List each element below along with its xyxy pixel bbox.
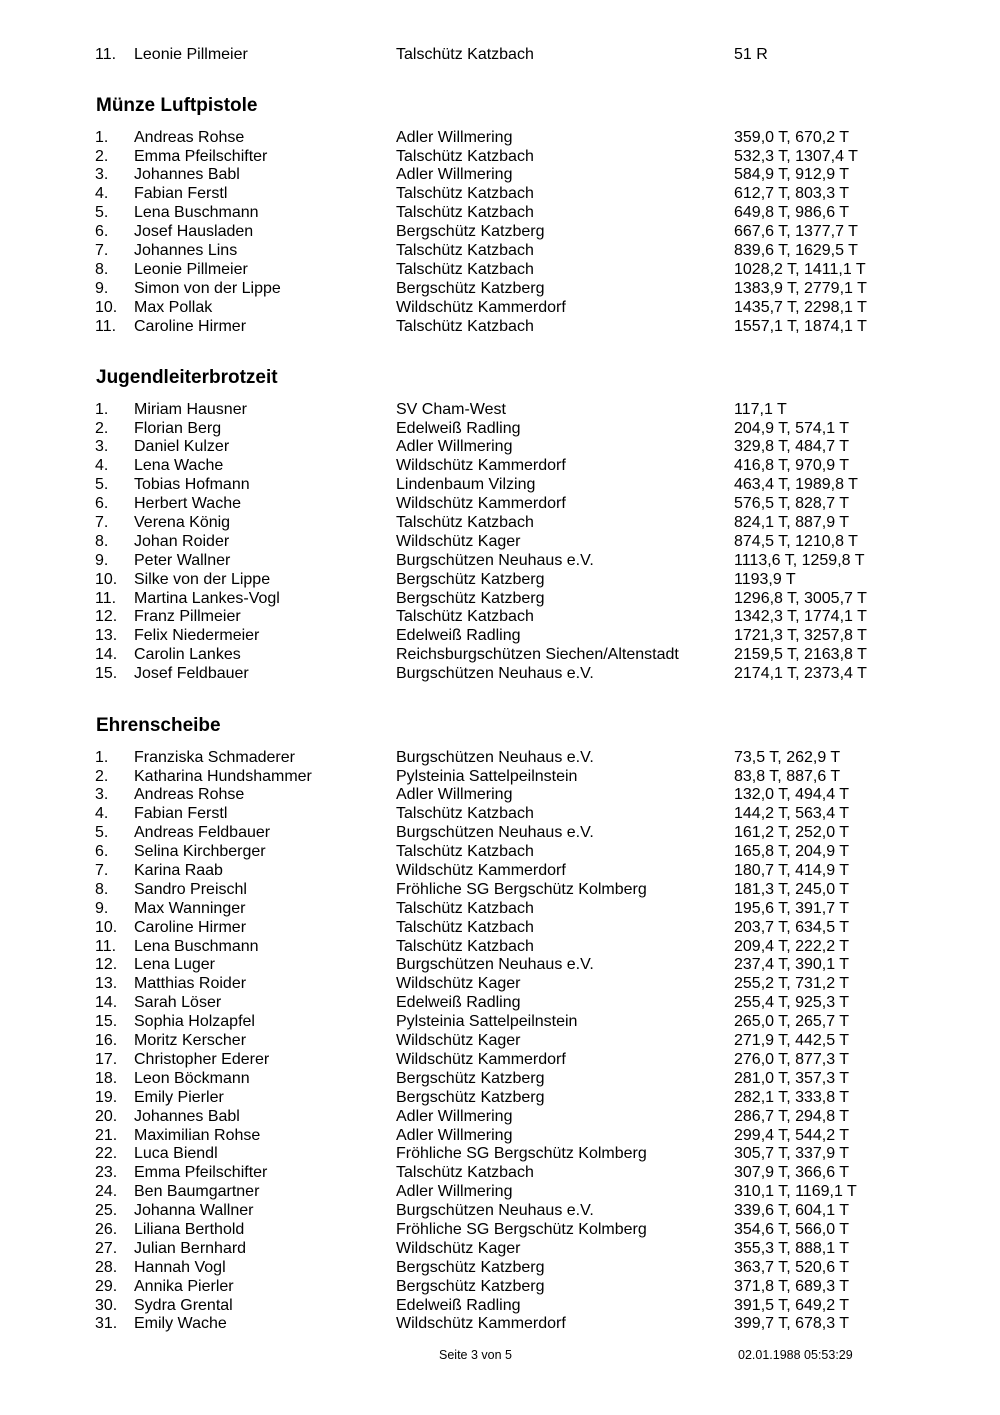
results-list <box>0 401 1000 684</box>
rank-cell: 24. <box>95 1183 118 1201</box>
rank-cell: 2. <box>95 767 109 785</box>
result-row <box>0 476 1000 495</box>
rank-cell: 28. <box>95 1258 118 1276</box>
rank-cell: 29. <box>95 1277 118 1295</box>
page-number: Seite 3 von 5 <box>439 1348 512 1362</box>
club-name: Talschütz Katzbach <box>396 1164 534 1182</box>
result-value: 307,9 T, 366,6 T <box>734 1164 850 1182</box>
result-value: 874,5 T, 1210,8 T <box>734 532 858 550</box>
result-value: 117,1 T <box>734 400 787 418</box>
shooter-name: Katharina Hundshammer <box>134 767 312 785</box>
club-name: Bergschütz Katzberg <box>396 589 545 607</box>
shooter-name: Daniel Kulzer <box>134 438 230 456</box>
club-name: Bergschütz Katzberg <box>396 223 545 241</box>
result-row <box>0 1240 1000 1259</box>
shooter-name: Lena Buschmann <box>134 937 259 955</box>
shooter-name: Lena Wache <box>134 457 224 475</box>
result-value: 161,2 T, 252,0 T <box>734 824 850 842</box>
club-name: Wildschütz Kager <box>396 1032 521 1050</box>
rank-cell: 3. <box>95 166 109 184</box>
shooter-name: Josef Hausladen <box>134 223 254 241</box>
shooter-name: Sydra Grental <box>134 1296 233 1314</box>
club-name: Fröhliche SG Bergschütz Kolmberg <box>396 1145 647 1163</box>
rank-cell: 11. <box>95 317 117 335</box>
result-value: 2174,1 T, 2373,4 T <box>734 665 867 683</box>
rank-cell: 9. <box>95 899 109 917</box>
shooter-name: Leonie Pillmeier <box>134 260 248 278</box>
rank-cell: 6. <box>95 223 109 241</box>
result-value: 180,7 T, 414,9 T <box>734 862 850 880</box>
shooter-name: Sarah Löser <box>134 994 222 1012</box>
shooter-name: Hannah Vogl <box>134 1258 226 1276</box>
result-value: 51 R <box>734 46 768 63</box>
rank-cell: 11. <box>95 589 117 607</box>
result-value: 1557,1 T, 1874,1 T <box>734 317 867 335</box>
result-row <box>0 608 1000 627</box>
result-value: 584,9 T, 912,9 T <box>734 166 850 184</box>
club-name: Adler Willmering <box>396 1183 513 1201</box>
club-name: Talschütz Katzbach <box>396 317 534 335</box>
rank-cell: 11. <box>95 46 117 63</box>
result-value: 532,3 T, 1307,4 T <box>734 147 858 165</box>
result-row <box>0 956 1000 975</box>
result-value: 209,4 T, 222,2 T <box>734 937 850 955</box>
result-value: 195,6 T, 391,7 T <box>734 899 850 917</box>
result-row <box>0 590 1000 609</box>
shooter-name: Herbert Wache <box>134 495 241 513</box>
shooter-name: Johannes Babl <box>134 1107 240 1125</box>
rank-cell: 12. <box>95 956 118 974</box>
shooter-name: Julian Bernhard <box>134 1239 247 1257</box>
shooter-name: Matthias Roider <box>134 975 247 993</box>
club-name: Wildschütz Kammerdorf <box>396 495 566 513</box>
shooter-name: Annika Pierler <box>134 1277 234 1295</box>
rank-cell: 12. <box>95 608 118 626</box>
result-row <box>0 881 1000 900</box>
rank-cell: 6. <box>95 495 109 513</box>
result-row <box>0 975 1000 994</box>
shooter-name: Johannes Lins <box>134 242 238 260</box>
result-value: 1342,3 T, 1774,1 T <box>734 608 867 626</box>
rank-cell: 4. <box>95 185 109 203</box>
rank-cell: 25. <box>95 1202 118 1220</box>
shooter-name: Silke von der Lippe <box>134 570 271 588</box>
rank-cell: 14. <box>95 646 118 664</box>
section-title: Münze Luftpistole <box>96 95 258 116</box>
club-name: Talschütz Katzbach <box>396 242 534 260</box>
club-name: Bergschütz Katzberg <box>396 1277 545 1295</box>
result-value: 371,8 T, 689,3 T <box>734 1277 850 1295</box>
club-name: Talschütz Katzbach <box>396 918 534 936</box>
club-name: Pylsteinia Sattelpeilnstein <box>396 767 578 785</box>
shooter-name: Tobias Hofmann <box>134 476 250 494</box>
rank-cell: 20. <box>95 1107 118 1125</box>
result-value: 276,0 T, 877,3 T <box>734 1050 850 1068</box>
shooter-name: Emma Pfeilschifter <box>134 147 268 165</box>
results-list <box>0 129 1000 337</box>
shooter-name: Caroline Hirmer <box>134 918 247 936</box>
result-row <box>0 1032 1000 1051</box>
result-row <box>0 665 1000 684</box>
result-value: 181,3 T, 245,0 T <box>734 880 850 898</box>
club-name: Edelweiß Radling <box>396 1296 521 1314</box>
result-row <box>0 401 1000 420</box>
result-value: 399,7 T, 678,3 T <box>734 1315 850 1333</box>
result-value: 1296,8 T, 3005,7 T <box>734 589 867 607</box>
rank-cell: 13. <box>95 975 118 993</box>
rank-cell: 1. <box>95 128 109 146</box>
club-name: Talschütz Katzbach <box>396 937 534 955</box>
club-name: Edelweiß Radling <box>396 994 521 1012</box>
club-name: Adler Willmering <box>396 1126 513 1144</box>
result-value: 73,5 T, 262,9 T <box>734 748 841 766</box>
shooter-name: Karina Raab <box>134 862 223 880</box>
rank-cell: 10. <box>95 918 118 936</box>
club-name: Bergschütz Katzberg <box>396 1088 545 1106</box>
rank-cell: 4. <box>95 457 109 475</box>
rank-cell: 9. <box>95 279 109 297</box>
club-name: Wildschütz Kammerdorf <box>396 457 566 475</box>
club-name: Adler Willmering <box>396 1107 513 1125</box>
result-row <box>0 627 1000 646</box>
club-name: SV Cham-West <box>396 400 506 418</box>
club-name: Wildschütz Kammerdorf <box>396 862 566 880</box>
club-name: Burgschützen Neuhaus e.V. <box>396 665 594 683</box>
result-value: 667,6 T, 1377,7 T <box>734 223 858 241</box>
shooter-name: Verena König <box>134 514 231 532</box>
shooter-name: Moritz Kerscher <box>134 1032 247 1050</box>
club-name: Bergschütz Katzberg <box>396 570 545 588</box>
result-value: 824,1 T, 887,9 T <box>734 514 850 532</box>
result-value: 355,3 T, 888,1 T <box>734 1239 850 1257</box>
club-name: Wildschütz Kammerdorf <box>396 1050 566 1068</box>
result-row <box>0 514 1000 533</box>
result-row <box>0 299 1000 318</box>
rank-cell: 5. <box>95 476 109 494</box>
club-name: Edelweiß Radling <box>396 419 521 437</box>
club-name: Fröhliche SG Bergschütz Kolmberg <box>396 880 647 898</box>
result-row <box>0 1089 1000 1108</box>
result-row <box>0 646 1000 665</box>
shooter-name: Franz Pillmeier <box>134 608 241 626</box>
shooter-name: Fabian Ferstl <box>134 805 228 823</box>
rank-cell: 21. <box>95 1126 118 1144</box>
result-row <box>0 1051 1000 1070</box>
result-row <box>0 1297 1000 1316</box>
club-name: Reichsburgschützen Siechen/Altenstadt <box>396 646 679 664</box>
rank-cell: 8. <box>95 532 109 550</box>
result-row <box>0 786 1000 805</box>
club-name: Talschütz Katzbach <box>396 147 534 165</box>
rank-cell: 19. <box>95 1088 118 1106</box>
shooter-name: Lena Buschmann <box>134 204 259 222</box>
rank-cell: 22. <box>95 1145 118 1163</box>
shooter-name: Carolin Lankes <box>134 646 241 664</box>
result-row <box>0 862 1000 881</box>
results-list <box>0 46 1000 65</box>
club-name: Talschütz Katzbach <box>396 899 534 917</box>
shooter-name: Emily Wache <box>134 1315 227 1333</box>
result-row <box>0 420 1000 439</box>
rank-cell: 14. <box>95 994 118 1012</box>
result-value: 265,0 T, 265,7 T <box>734 1013 850 1031</box>
result-value: 305,7 T, 337,9 T <box>734 1145 850 1163</box>
result-value: 282,1 T, 333,8 T <box>734 1088 850 1106</box>
rank-cell: 6. <box>95 843 109 861</box>
result-row <box>0 1127 1000 1146</box>
shooter-name: Leon Böckmann <box>134 1069 250 1087</box>
result-row <box>0 900 1000 919</box>
result-row <box>0 552 1000 571</box>
result-row <box>0 919 1000 938</box>
rank-cell: 10. <box>95 298 118 316</box>
result-value: 363,7 T, 520,6 T <box>734 1258 850 1276</box>
result-row <box>0 1278 1000 1297</box>
rank-cell: 5. <box>95 204 109 222</box>
rank-cell: 10. <box>95 570 118 588</box>
shooter-name: Selina Kirchberger <box>134 843 266 861</box>
result-value: 416,8 T, 970,9 T <box>734 457 850 475</box>
section-title: Ehrenscheibe <box>96 715 221 736</box>
club-name: Wildschütz Kammerdorf <box>396 1315 566 1333</box>
result-row <box>0 1259 1000 1278</box>
shooter-name: Christopher Ederer <box>134 1050 270 1068</box>
result-value: 649,8 T, 986,6 T <box>734 204 850 222</box>
club-name: Burgschützen Neuhaus e.V. <box>396 551 594 569</box>
club-name: Talschütz Katzbach <box>396 514 534 532</box>
club-name: Talschütz Katzbach <box>396 204 534 222</box>
result-row <box>0 261 1000 280</box>
club-name: Bergschütz Katzberg <box>396 1258 545 1276</box>
result-value: 1383,9 T, 2779,1 T <box>734 279 867 297</box>
result-value: 271,9 T, 442,5 T <box>734 1032 850 1050</box>
shooter-name: Andreas Rohse <box>134 786 245 804</box>
rank-cell: 23. <box>95 1164 118 1182</box>
result-value: 612,7 T, 803,3 T <box>734 185 850 203</box>
shooter-name: Liliana Berthold <box>134 1220 245 1238</box>
result-value: 339,6 T, 604,1 T <box>734 1202 850 1220</box>
shooter-name: Max Pollak <box>134 298 213 316</box>
result-row <box>0 457 1000 476</box>
result-value: 1113,6 T, 1259,8 T <box>734 551 865 569</box>
result-value: 286,7 T, 294,8 T <box>734 1107 850 1125</box>
result-row <box>0 824 1000 843</box>
result-row <box>0 185 1000 204</box>
result-row <box>0 129 1000 148</box>
club-name: Bergschütz Katzberg <box>396 279 545 297</box>
club-name: Edelweiß Radling <box>396 627 521 645</box>
club-name: Lindenbaum Vilzing <box>396 476 536 494</box>
result-row <box>0 1070 1000 1089</box>
result-row <box>0 1145 1000 1164</box>
result-row <box>0 1108 1000 1127</box>
rank-cell: 3. <box>95 786 109 804</box>
result-value: 83,8 T, 887,6 T <box>734 767 841 785</box>
club-name: Adler Willmering <box>396 786 513 804</box>
club-name: Wildschütz Kager <box>396 975 521 993</box>
shooter-name: Felix Niedermeier <box>134 627 260 645</box>
shooter-name: Sandro Preischl <box>134 880 247 898</box>
result-value: 576,5 T, 828,7 T <box>734 495 850 513</box>
result-row <box>0 495 1000 514</box>
club-name: Talschütz Katzbach <box>396 805 534 823</box>
shooter-name: Franziska Schmaderer <box>134 748 295 766</box>
result-row <box>0 1221 1000 1240</box>
rank-cell: 26. <box>95 1220 118 1238</box>
club-name: Talschütz Katzbach <box>396 46 534 63</box>
result-row <box>0 242 1000 261</box>
result-row <box>0 994 1000 1013</box>
shooter-name: Peter Wallner <box>134 551 231 569</box>
result-row <box>0 318 1000 337</box>
shooter-name: Maximilian Rohse <box>134 1126 261 1144</box>
result-value: 839,6 T, 1629,5 T <box>734 242 858 260</box>
club-name: Burgschützen Neuhaus e.V. <box>396 1202 594 1220</box>
shooter-name: Josef Feldbauer <box>134 665 249 683</box>
result-row <box>0 204 1000 223</box>
rank-cell: 8. <box>95 260 109 278</box>
result-value: 310,1 T, 1169,1 T <box>734 1183 857 1201</box>
result-row <box>0 571 1000 590</box>
rank-cell: 7. <box>95 514 109 532</box>
shooter-name: Simon von der Lippe <box>134 279 281 297</box>
club-name: Burgschützen Neuhaus e.V. <box>396 748 594 766</box>
rank-cell: 1. <box>95 400 109 418</box>
shooter-name: Max Wanninger <box>134 899 246 917</box>
rank-cell: 9. <box>95 551 109 569</box>
result-row <box>0 280 1000 299</box>
result-value: 165,8 T, 204,9 T <box>734 843 850 861</box>
result-row <box>0 749 1000 768</box>
club-name: Adler Willmering <box>396 128 513 146</box>
shooter-name: Caroline Hirmer <box>134 317 247 335</box>
shooter-name: Sophia Holzapfel <box>134 1013 255 1031</box>
result-value: 237,4 T, 390,1 T <box>734 956 850 974</box>
shooter-name: Luca Biendl <box>134 1145 218 1163</box>
result-row <box>0 938 1000 957</box>
result-value: 1193,9 T <box>734 570 796 588</box>
club-name: Burgschützen Neuhaus e.V. <box>396 824 594 842</box>
shooter-name: Martina Lankes-Vogl <box>134 589 280 607</box>
result-value: 1721,3 T, 3257,8 T <box>734 627 867 645</box>
print-timestamp: 02.01.1988 05:53:29 <box>738 1348 853 1362</box>
club-name: Adler Willmering <box>396 166 513 184</box>
rank-cell: 15. <box>95 665 118 683</box>
shooter-name: Florian Berg <box>134 419 222 437</box>
shooter-name: Lena Luger <box>134 956 215 974</box>
result-row <box>0 1013 1000 1032</box>
club-name: Talschütz Katzbach <box>396 608 534 626</box>
rank-cell: 3. <box>95 438 109 456</box>
rank-cell: 13. <box>95 627 118 645</box>
rank-cell: 8. <box>95 880 109 898</box>
result-row <box>0 805 1000 824</box>
result-row <box>0 438 1000 457</box>
rank-cell: 30. <box>95 1296 118 1314</box>
result-value: 329,8 T, 484,7 T <box>734 438 850 456</box>
result-row <box>0 166 1000 185</box>
club-name: Talschütz Katzbach <box>396 185 534 203</box>
shooter-name: Miriam Hausner <box>134 400 247 418</box>
result-row <box>0 1164 1000 1183</box>
rank-cell: 1. <box>95 748 109 766</box>
club-name: Fröhliche SG Bergschütz Kolmberg <box>396 1220 647 1238</box>
rank-cell: 17. <box>95 1050 118 1068</box>
club-name: Talschütz Katzbach <box>396 843 534 861</box>
rank-cell: 7. <box>95 242 109 260</box>
shooter-name: Ben Baumgartner <box>134 1183 260 1201</box>
club-name: Burgschützen Neuhaus e.V. <box>396 956 594 974</box>
club-name: Bergschütz Katzberg <box>396 1069 545 1087</box>
shooter-name: Fabian Ferstl <box>134 185 228 203</box>
result-value: 255,4 T, 925,3 T <box>734 994 850 1012</box>
result-value: 354,6 T, 566,0 T <box>734 1220 850 1238</box>
club-name: Wildschütz Kager <box>396 532 521 550</box>
result-row <box>0 768 1000 787</box>
result-value: 144,2 T, 563,4 T <box>734 805 850 823</box>
shooter-name: Johan Roider <box>134 532 230 550</box>
club-name: Adler Willmering <box>396 438 513 456</box>
club-name: Wildschütz Kammerdorf <box>396 298 566 316</box>
rank-cell: 7. <box>95 862 109 880</box>
rank-cell: 2. <box>95 147 109 165</box>
rank-cell: 16. <box>95 1032 118 1050</box>
result-row <box>0 1183 1000 1202</box>
result-value: 1435,7 T, 2298,1 T <box>734 298 867 316</box>
result-row <box>0 533 1000 552</box>
club-name: Pylsteinia Sattelpeilnstein <box>396 1013 578 1031</box>
result-row <box>0 1315 1000 1334</box>
shooter-name: Andreas Rohse <box>134 128 245 146</box>
result-value: 1028,2 T, 1411,1 T <box>734 260 866 278</box>
result-value: 463,4 T, 1989,8 T <box>734 476 858 494</box>
result-value: 255,2 T, 731,2 T <box>734 975 850 993</box>
club-name: Talschütz Katzbach <box>396 260 534 278</box>
result-value: 204,9 T, 574,1 T <box>734 419 850 437</box>
results-list <box>0 749 1000 1335</box>
rank-cell: 4. <box>95 805 109 823</box>
result-row <box>0 46 1000 65</box>
rank-cell: 11. <box>95 937 117 955</box>
result-value: 132,0 T, 494,4 T <box>734 786 850 804</box>
section-title: Jugendleiterbrotzeit <box>96 367 278 388</box>
result-value: 299,4 T, 544,2 T <box>734 1126 850 1144</box>
result-value: 203,7 T, 634,5 T <box>734 918 850 936</box>
shooter-name: Andreas Feldbauer <box>134 824 271 842</box>
result-value: 281,0 T, 357,3 T <box>734 1069 850 1087</box>
shooter-name: Emily Pierler <box>134 1088 224 1106</box>
shooter-name: Emma Pfeilschifter <box>134 1164 268 1182</box>
shooter-name: Johanna Wallner <box>134 1202 254 1220</box>
result-value: 391,5 T, 649,2 T <box>734 1296 850 1314</box>
result-row <box>0 148 1000 167</box>
rank-cell: 27. <box>95 1239 118 1257</box>
shooter-name: Johannes Babl <box>134 166 240 184</box>
result-value: 359,0 T, 670,2 T <box>734 128 850 146</box>
rank-cell: 31. <box>95 1315 118 1333</box>
result-value: 2159,5 T, 2163,8 T <box>734 646 867 664</box>
shooter-name: Leonie Pillmeier <box>134 46 248 63</box>
rank-cell: 18. <box>95 1069 118 1087</box>
result-row <box>0 843 1000 862</box>
rank-cell: 15. <box>95 1013 118 1031</box>
result-row <box>0 223 1000 242</box>
rank-cell: 2. <box>95 419 109 437</box>
result-row <box>0 1202 1000 1221</box>
club-name: Wildschütz Kager <box>396 1239 521 1257</box>
rank-cell: 5. <box>95 824 109 842</box>
